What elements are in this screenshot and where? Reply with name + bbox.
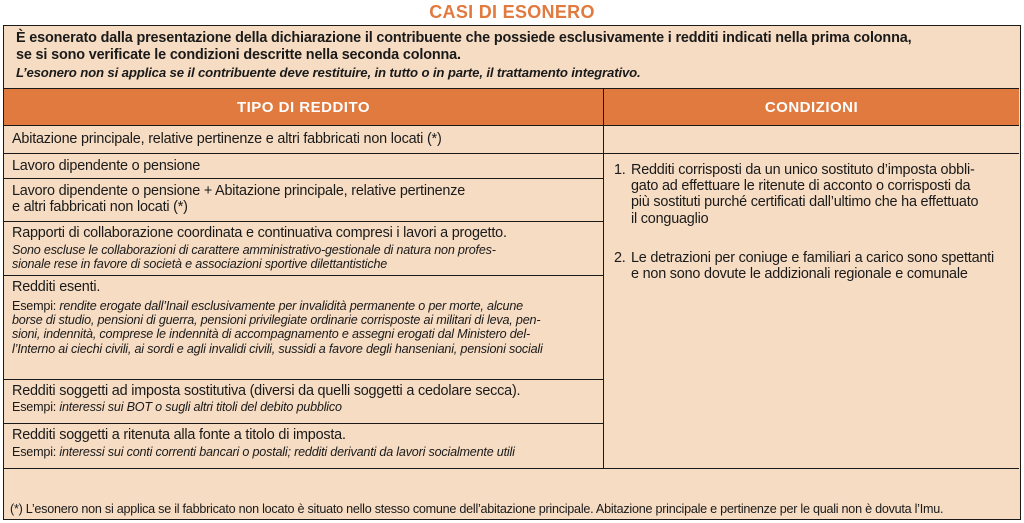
row-text: Lavoro dipendente o pensione (12, 158, 201, 174)
condition-line: e non sono dovute le addizionali regionale e comunale (631, 266, 968, 283)
row-examples (12, 445, 595, 459)
condition-row-empty (604, 126, 1019, 154)
row-text: Rapporti di collaborazione coordinata e continuativa compresi i lavori a progetto. (12, 225, 507, 241)
examples-prefix: Esempi: (12, 400, 60, 414)
row-examples (12, 400, 595, 414)
condition-line: più sostituti purché certificati dall’ultimo che ha effettuato (631, 194, 979, 211)
condition-number: 1. (614, 162, 626, 178)
row-text: e altri fabbricati non locati (*) (12, 199, 188, 215)
intro-line-1b: se si sono verificate le condizioni descritte nella seconda colonna. (16, 46, 461, 63)
examples-text: interessi sui conti correnti bancari o postali; redditi derivanti da lavori socialmente utili (59, 445, 515, 459)
row-note: sionale rese in favore di società e associazioni sportive dilettantistiche (12, 257, 388, 272)
examples-prefix: Esempi: (12, 299, 60, 313)
row-text: Redditi soggetti ad imposta sostitutiva (diversi da quelli soggetti a cedolare secca). (12, 383, 521, 399)
condition-number: 2. (614, 250, 626, 266)
exemption-table (3, 25, 1021, 520)
condition-2 (604, 250, 1019, 282)
row-examples: l’Interno ai ciechi civili, ai sordi e agli invalidi civili, sussidi a favore degli hanseniani, pensioni sociali (12, 341, 543, 356)
header-condizioni: CONDIZIONI (604, 88, 1019, 126)
row-text: Redditi esenti. (12, 279, 101, 295)
row-examples: sioni, indennità, comprese le indennità di accompagnamento e assegni erogati dal Ministero del- (12, 327, 530, 342)
table-row (4, 424, 604, 469)
condition-line: gato ad effettuare le ritenute di acconto o corrisposti da (631, 178, 971, 195)
header-tipo-di-reddito: TIPO DI REDDITO (4, 88, 604, 126)
condition-line: Le detrazioni per coniuge e familiari a carico sono spettanti (631, 250, 994, 266)
row-examples: borse di studio, pensioni di guerra, pensioni privilegiate ordinarie corrisposte ai militari di leva, pen- (12, 313, 541, 328)
table-row (4, 380, 604, 424)
footnote: (*) L’esonero non si applica se il fabbricato non locato è situato nello stesso comune dell’abitazione principale. Abitazione principale e pertinenze per le quali non è dovuta l’Imu. (10, 502, 944, 516)
condition-1 (604, 162, 1019, 227)
table-row (4, 222, 604, 276)
examples-text: interessi sui BOT o sugli altri titoli del debito pubblico (59, 400, 342, 414)
condition-line: Redditi corrisposti da un unico sostituto d’imposta obbli- (631, 162, 975, 178)
intro-text (4, 26, 1020, 88)
examples-text: rendite erogate dall’Inail esclusivamente per invalidità permanente o per morte, alcune (59, 299, 523, 313)
table-row (4, 126, 604, 154)
table-row (4, 276, 604, 380)
condition-line: il conguaglio (631, 210, 709, 227)
row-text: Abitazione principale, relative pertinenze e altri fabbricati non locati (*) (12, 131, 442, 147)
condition-body (631, 250, 1009, 282)
row-note: Sono escluse le collaborazioni di carattere amministrativo-gestionale di natura non profes- (12, 243, 496, 257)
row-text: Redditi soggetti a ritenuta alla fonte a titolo di imposta. (12, 427, 346, 443)
row-text: Lavoro dipendente o pensione + Abitazione principale, relative pertinenze (12, 183, 466, 199)
examples-prefix: Esempi: (12, 445, 60, 459)
condition-body (631, 162, 1009, 227)
intro-line-1: È esonerato dalla presentazione della dichiarazione il contribuente che possiede esclusivamente i redditi indicati nella prima colonna, (16, 30, 912, 46)
table-row (4, 179, 604, 222)
intro-line-2: L’esonero non si applica se il contribuente deve restituire, in tutto o in parte, il trattamento integrativo. (16, 65, 641, 80)
page-title: CASI DI ESONERO (429, 2, 595, 22)
table-row (4, 154, 604, 179)
row-examples (12, 299, 595, 313)
